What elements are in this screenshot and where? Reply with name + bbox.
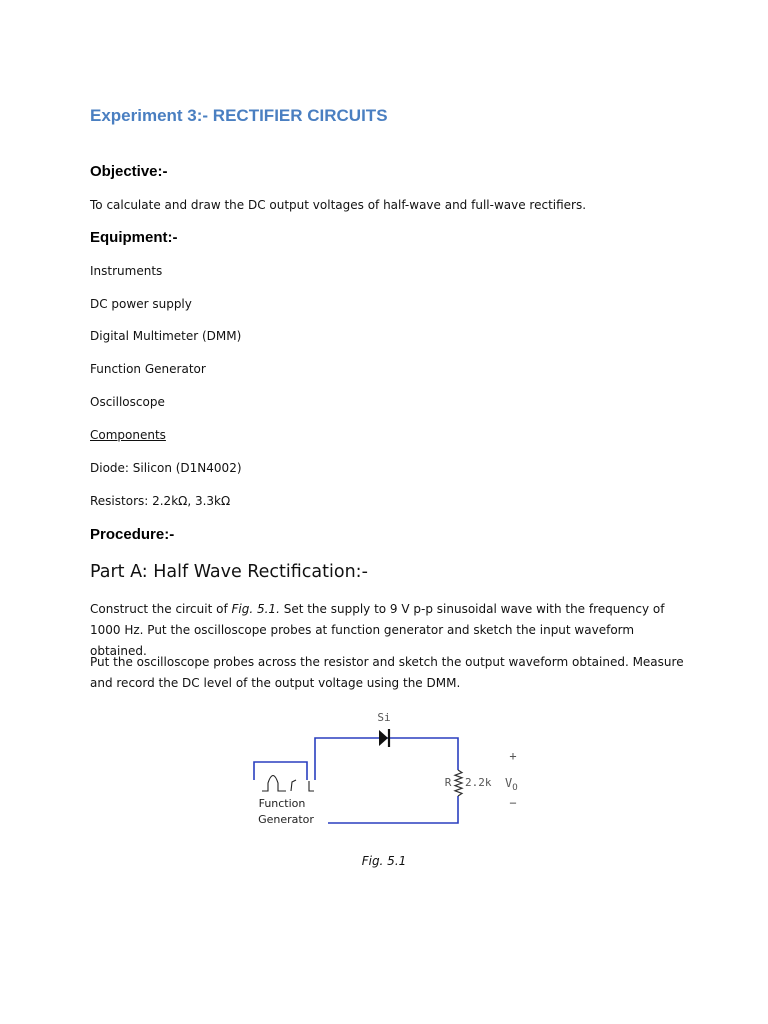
objective-heading: Objective:- <box>90 163 168 180</box>
generator-label-line2: Generator <box>258 813 314 826</box>
para1-pre: Construct the circuit of <box>90 602 232 616</box>
component-item: Resistors: 2.2kΩ, 3.3kΩ <box>90 494 231 508</box>
generator-pulse-icon <box>291 780 296 791</box>
instrument-item: Oscilloscope <box>90 395 165 409</box>
diode-triangle <box>379 730 388 746</box>
component-item: Diode: Silicon (D1N4002) <box>90 461 242 475</box>
page-title: Experiment 3:- RECTIFIER CIRCUITS <box>90 106 388 125</box>
instrument-item: DC power supply <box>90 297 192 311</box>
objective-text: To calculate and draw the DC output voltages of half-wave and full-wave rectifiers. <box>90 198 587 212</box>
diode-label: Si <box>377 711 391 724</box>
procedure-paragraph-2: Put the oscilloscope probes across the resistor and sketch the output waveform obtained. Measure and record the DC level of the output voltage using the DMM. <box>90 655 684 690</box>
resistor-label: R <box>444 776 452 789</box>
instrument-item: Digital Multimeter (DMM) <box>90 329 242 343</box>
figure-caption: Fig. 5.1 <box>361 854 407 868</box>
instruments-label: Instruments <box>90 264 163 278</box>
instrument-item: Function Generator <box>90 362 206 376</box>
diode-symbol <box>379 729 389 747</box>
bottom-wire <box>328 796 458 823</box>
top-wire <box>315 738 458 780</box>
generator-box <box>254 762 307 780</box>
equipment-heading: Equipment:- <box>90 229 178 246</box>
part-a-title: Part A: Half Wave Rectification:- <box>90 562 368 582</box>
components-label: Components <box>90 428 166 442</box>
generator-wave-icon <box>262 776 286 792</box>
resistor-symbol <box>455 770 462 796</box>
vo-subscript: O <box>512 783 518 793</box>
resistor-value: 2.2k <box>465 776 492 789</box>
para1-post: Set the supply to 9 V p-p sinusoidal wave with the frequency of 1000 Hz. Put the oscilloscope probes at function generator and sketch the input waveform obtained. <box>90 602 665 658</box>
output-voltage-label <box>505 776 518 793</box>
generator-terminal-icon <box>309 781 314 791</box>
figure-reference: Fig. 5.1. <box>231 602 280 616</box>
vo-main: V <box>505 776 513 790</box>
output-minus-sign: − <box>509 796 517 810</box>
generator-label-line1: Function <box>258 797 306 810</box>
circuit-wires <box>254 738 458 823</box>
procedure-heading: Procedure:- <box>90 526 175 543</box>
output-plus-sign: + <box>509 749 517 763</box>
